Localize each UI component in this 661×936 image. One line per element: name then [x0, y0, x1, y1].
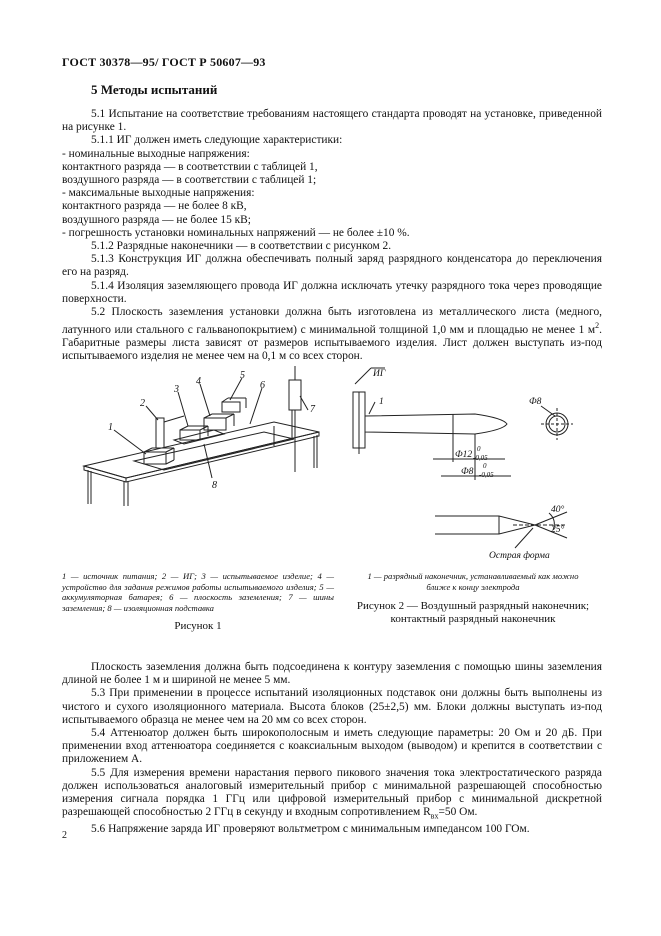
document-header: ГОСТ 30378—95/ ГОСТ Р 50607—93 — [62, 55, 266, 69]
text-block-top — [62, 108, 602, 364]
top-paragraph: контактного разряда — не более 8 кВ, — [62, 200, 247, 213]
top-paragraph: 5.1 Испытание на соответствие требованиям настоящего стандарта проводят на установке, приведенной на рисунке 1. — [62, 108, 602, 134]
fig1-label-8: 8 — [212, 480, 217, 491]
fig1-label-4: 4 — [196, 376, 201, 387]
fig2-sharp-form: Острая форма — [489, 551, 550, 561]
fig1-label-6: 6 — [260, 380, 265, 391]
bottom-paragraph: 5.3 При применении в процессе испытаний изоляционных подставок они должны быть выполнены из чистого и сухого изоляционного материала. Высота блоков (25±2,5) мм. Блоки должны выступать из-под испытываемого образца не менее чем на 20 мм со всех сторон. — [62, 687, 602, 726]
fig1-label-1: 1 — [108, 422, 113, 433]
top-paragraph: - номинальные выходные напряжения: — [62, 147, 250, 160]
figure-1-legend: 1 — источник питания; 2 — ИГ; 3 — испытываемое изделие; 4 — устройство для задания режимов работы испытываемого изделия; 5 — аккумуляторная батарея; 6 — плоскость заземления; 7 — шины заземления; 8 — изоляционная подставка — [62, 571, 334, 613]
paragraph-5-5 — [62, 767, 602, 823]
top-paragraph: 5.1.2 Разрядные наконечники — в соответствии с рисунком 2. — [91, 240, 392, 253]
page-number: 2 — [62, 830, 67, 841]
fig2-dim-d12: Ф12 — [455, 450, 473, 460]
fig1-label-5: 5 — [240, 370, 245, 381]
paragraph-5-6: 5.6 Напряжение заряда ИГ проверяют вольтметром с минимальным импедансом 100 ГОм. — [91, 822, 530, 835]
top-paragraph: - погрешность установки номинальных напряжений — не более ±10 %. — [62, 226, 410, 239]
paragraph-5-5-text-a: 5.5 Для измерения времени нарастания первого пикового значения тока электростатического разряда должен использоваться аналоговый измерительный прибор с минимальной разрешающей способностью измерения сигнала порядка 1 ГГц или цифровой измерительный прибор с минимальной дискретной разрешающей способностью 2 ГГц в секунду и входным сопротивлением R — [62, 766, 602, 819]
fig2-label-ig: ИГ — [373, 369, 386, 379]
paragraph-list-top — [62, 108, 602, 306]
figure-2-drawing — [345, 362, 595, 572]
bottom-paragraph: Плоскость заземления должна быть подсоединена к контуру заземления с помощью шины заземления длиной не более 1 м и шириной не менее 5 мм. — [62, 661, 602, 687]
fig2-angle-40: 40° — [551, 505, 565, 515]
fig2-tol-zero-2: 0 — [483, 462, 487, 470]
top-paragraph: 5.1.4 Изоляция заземляющего провода ИГ должна исключать утечку разрядного тока через проводящие поверхности. — [62, 279, 602, 305]
fig2-dim-d8: Ф8 — [461, 467, 474, 477]
paragraph-list-bottom — [62, 661, 602, 767]
top-paragraph: 5.1.1 ИГ должен иметь следующие характеристики: — [91, 134, 343, 147]
fig2-tol-d12: -0,05 — [473, 454, 488, 462]
top-paragraph: 5.1.3 Конструкция ИГ должна обеспечивать полный заряд разрядного конденсатора до переключения его на разряд. — [62, 253, 602, 279]
paragraph-5-2-text-a: 5.2 Плоскость заземления установки должна быть изготовлена из металлического листа (медного, латунного или стального с гальванопокрытием) с минимальной толщиной 1,0 мм и площадью не менее 1 м — [62, 306, 602, 337]
fig2-tol-zero-1: 0 — [477, 445, 481, 453]
paragraph-5-2-text-b: . Габаритные размеры листа зависят от размеров испытываемого изделия. Лист должен выступать из-под испытываемого изделия не менее чем на 0,1 м со всех сторон. — [62, 324, 602, 363]
figure-1-caption: Рисунок 1 — [174, 620, 222, 632]
fig1-label-7: 7 — [310, 404, 315, 415]
fig1-label-2: 2 — [140, 398, 145, 409]
bottom-paragraph: 5.4 Аттенюатор должен быть широкополосным и иметь следующие параметры: 20 Ом и 20 дБ. При применении вход аттенюатора соединяется с коаксиальным выходом (выводом) и крепится в соответствии с приложением А. — [62, 727, 602, 766]
section-title: 5 Методы испытаний — [91, 82, 218, 97]
top-paragraph: - максимальные выходные напряжения: — [62, 187, 255, 200]
fig2-angle-25: 25° — [551, 525, 565, 535]
figure-2-legend: 1 — разрядный наконечник, устанавливаемый как можно ближе к концу электрода — [367, 571, 579, 592]
figure-1-drawing — [64, 366, 344, 506]
figure-2-caption: Рисунок 2 — Воздушный разрядный наконечник; контактный разрядный наконечник — [356, 600, 590, 625]
fig1-label-3: 3 — [174, 384, 179, 395]
top-paragraph: контактного разряда — в соответствии с таблицей 1, — [62, 160, 318, 173]
fig2-label-1: 1 — [379, 397, 384, 407]
top-paragraph: воздушного разряда — в соответствии с таблицей 1; — [62, 174, 317, 187]
paragraph-5-5-text-b: =50 Ом. — [438, 806, 478, 819]
top-paragraph: воздушного разряда — не более 15 кВ; — [62, 213, 251, 226]
subscript-vx: вх — [430, 811, 439, 821]
superscript-2: 2 — [595, 321, 600, 331]
fig2-tol-d8: -0,05 — [479, 471, 494, 479]
text-block-bottom — [62, 661, 602, 836]
fig2-dim-d8-top: Ф8 — [529, 397, 542, 407]
paragraph-5-2 — [62, 306, 602, 364]
